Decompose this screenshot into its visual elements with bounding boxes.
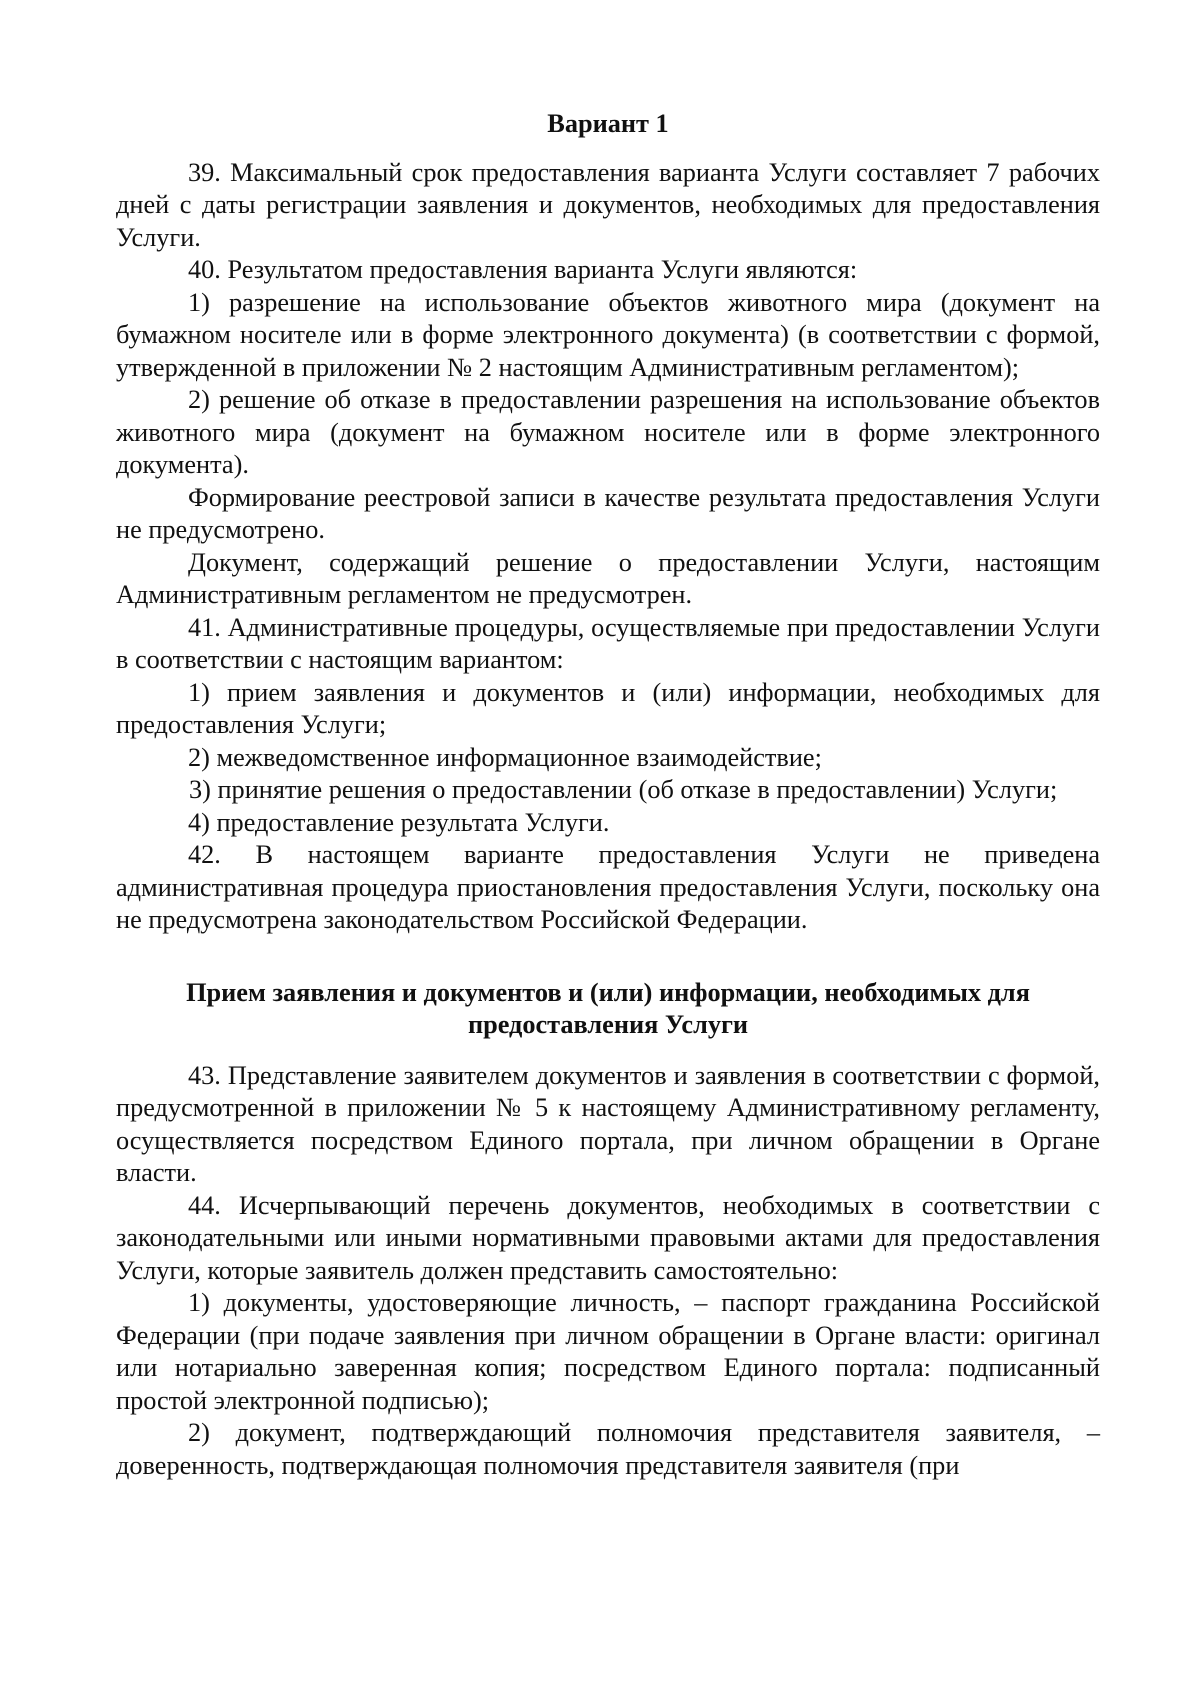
paragraph-41-item-3: 3) принятие решения о предоставлении (об отказе в предоставлении) Услуги; (189, 775, 1058, 804)
heading-reception: Прием заявления и документов и (или) информации, необходимых для предоставления Услуги (186, 977, 1030, 1039)
paragraph-42: 42. В настоящем варианте предоставления Услуги не приведена административная процедура приостановления предоставления Услуги, поскольку она не предусмотрена законодательством Российской Федерации. (116, 840, 1100, 934)
paragraph-40: 40. Результатом предоставления варианта Услуги являются: (188, 255, 858, 284)
paragraph-43: 43. Представление заявителем документов и заявления в соответствии с формой, предусмотренной в приложении № 5 к настоящему Административному регламенту, осуществляется посредством Единого портала, при личном обращении в Органе власти. (116, 1060, 1100, 1187)
paragraph-41: 41. Административные процедуры, осуществляемые при предоставлении Услуги в соответствии с настоящим вариантом: (116, 612, 1100, 674)
paragraph-44-item-2: 2) документ, подтверждающий полномочия представителя заявителя, – доверенность, подтверждающая полномочия представителя заявителя (при (116, 1418, 1100, 1480)
paragraph-44: 44. Исчерпывающий перечень документов, необходимых в соответствии с законодательными или иными нормативными правовыми актами для предоставления Услуги, которые заявитель должен представить самостоятельно: (116, 1190, 1100, 1285)
paragraph-39: 39. Максимальный срок предоставления варианта Услуги составляет 7 рабочих дней с даты регистрации заявления и документов, необходимых для предоставления Услуги. (116, 157, 1100, 252)
paragraph-40-item-1: 1) разрешение на использование объектов животного мира (документ на бумажном носителе или в форме электронного документа) (в соответствии с формой, утвержденной в приложении № 2 настоящим Административным регламентом); (116, 287, 1100, 382)
paragraph-registry-record: Формирование реестровой записи в качестве результата предоставления Услуги не предусмотрено. (116, 482, 1100, 544)
paragraph-decision-document: Документ, содержащий решение о предоставлении Услуги, настоящим Административным регламентом не предусмотрен. (116, 547, 1100, 609)
paragraph-44-item-1: 1) документы, удостоверяющие личность, – паспорт гражданина Российской Федерации (при подаче заявления при личном обращении в Органе власти: оригинал или нотариально заверенная копия; посредством Единого портала: подписанный простой электронной подписью); (116, 1288, 1100, 1415)
document-page (116, 108, 1100, 1482)
paragraph-41-item-4: 4) предоставление результата Услуги. (188, 807, 610, 837)
heading-variant: Вариант 1 (547, 109, 669, 138)
paragraph-41-item-1: 1) прием заявления и документов и (или) информации, необходимых для предоставления Услуги; (116, 677, 1100, 739)
paragraph-40-item-2: 2) решение об отказе в предоставлении разрешения на использование объектов животного мира (документ на бумажном носителе или в форме электронного документа). (116, 385, 1100, 479)
paragraph-41-item-2: 2) межведомственное информационное взаимодействие; (188, 742, 822, 772)
